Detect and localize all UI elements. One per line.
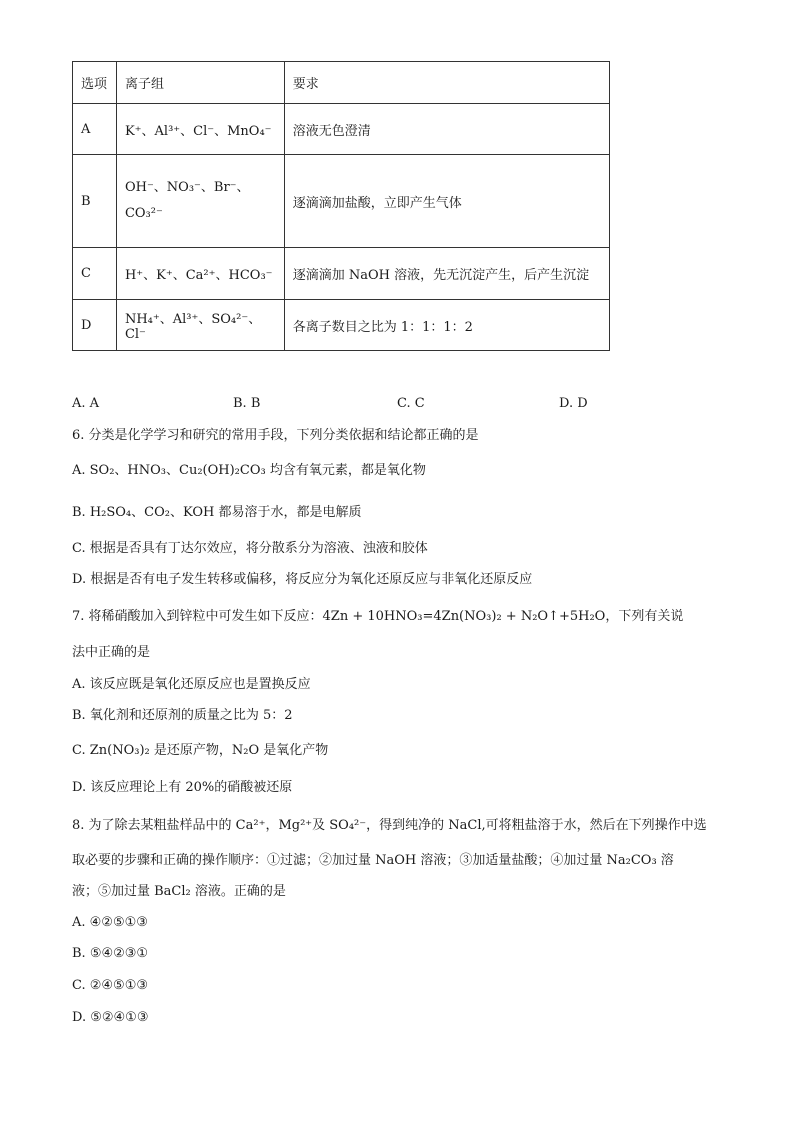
q7-option-b[interactable]: B. 氧化剂和还原剂的质量之比为 5：2	[72, 708, 293, 723]
row-ions-line: OH⁻、NO₃⁻、Br⁻、	[124, 180, 250, 195]
row-requirement: 溶液无色澄清	[284, 104, 609, 155]
table-header-option: 选项	[73, 62, 117, 104]
row-ions: K⁺、Al³⁺、Cl⁻、MnO₄⁻	[116, 104, 284, 155]
q8-option-b[interactable]: B. ⑤④②③①	[72, 946, 149, 961]
row-ions: H⁺、K⁺、Ca²⁺、HCO₃⁻	[116, 248, 284, 300]
table-header-requirement: 要求	[284, 62, 609, 104]
q8-stem-line3: 液；⑤加过量 BaCl₂ 溶液。正确的是	[72, 884, 286, 899]
row-requirement: 逐滴滴加 NaOH 溶液，先无沉淀产生，后产生沉淀	[284, 248, 609, 300]
q8-option-d[interactable]: D. ⑤②④①③	[72, 1010, 149, 1025]
table-row	[73, 300, 610, 351]
q6-option-d[interactable]: D. 根据是否有电子发生转移或偏移，将反应分为氧化还原反应与非氧化还原反应	[72, 572, 533, 587]
table-row	[73, 248, 610, 300]
q5-choice-c[interactable]: C. C	[397, 396, 425, 411]
table-header-row	[73, 62, 610, 104]
table-header-ions: 离子组	[116, 62, 284, 104]
row-requirement: 各离子数目之比为 1：1：1：2	[284, 300, 609, 351]
ion-group-table	[72, 61, 610, 351]
q8-option-a[interactable]: A. ④②⑤①③	[72, 915, 148, 930]
row-ions-line: CO₃²⁻	[124, 206, 163, 221]
q5-choice-b[interactable]: B. B	[233, 396, 261, 411]
q6-option-c[interactable]: C. 根据是否具有丁达尔效应，将分散系分为溶液、浊液和胶体	[72, 541, 428, 556]
table-row	[73, 104, 610, 155]
q5-choice-d[interactable]: D. D	[559, 396, 588, 411]
row-requirement: 逐滴滴加盐酸，立即产生气体	[284, 155, 609, 248]
q5-choice-a[interactable]: A. A	[72, 396, 100, 411]
q8-stem-line1: 8. 为了除去某粗盐样品中的 Ca²⁺，Mg²⁺及 SO₄²⁻，得到纯净的 NaCl,可将粗盐溶于水，然后在下列操作中选	[72, 818, 707, 833]
q6-option-a[interactable]: A. SO₂、HNO₃、Cu₂(OH)₂CO₃ 均含有氧元素，都是氧化物	[72, 463, 426, 478]
q6-stem: 6. 分类是化学学习和研究的常用手段，下列分类依据和结论都正确的是	[72, 428, 479, 443]
q7-option-a[interactable]: A. 该反应既是氧化还原反应也是置换反应	[72, 677, 311, 692]
q7-stem-line2: 法中正确的是	[72, 645, 151, 660]
q5-choices	[72, 394, 612, 414]
q7-option-d[interactable]: D. 该反应理论上有 20%的硝酸被还原	[72, 780, 293, 795]
q7-stem-line1: 7. 将稀硝酸加入到锌粒中可发生如下反应：4Zn + 10HNO₃=4Zn(NO₃)₂ + N₂O↑+5H₂O，下列有关说	[72, 609, 684, 624]
row-ions: NH₄⁺、Al³⁺、SO₄²⁻、Cl⁻	[116, 300, 284, 351]
row-ions	[116, 155, 284, 248]
row-option: B	[73, 155, 117, 248]
row-option: D	[73, 300, 117, 351]
q7-option-c[interactable]: C. Zn(NO₃)₂ 是还原产物，N₂O 是氧化产物	[72, 743, 329, 758]
q8-stem-line2: 取必要的步骤和正确的操作顺序：①过滤；②加过量 NaOH 溶液；③加适量盐酸；④加过量 Na₂CO₃ 溶	[72, 853, 674, 868]
q8-option-c[interactable]: C. ②④⑤①③	[72, 978, 149, 993]
table-row	[73, 155, 610, 248]
row-option: A	[73, 104, 117, 155]
row-option: C	[73, 248, 117, 300]
q6-option-b[interactable]: B. H₂SO₄、CO₂、KOH 都易溶于水，都是电解质	[72, 505, 362, 520]
